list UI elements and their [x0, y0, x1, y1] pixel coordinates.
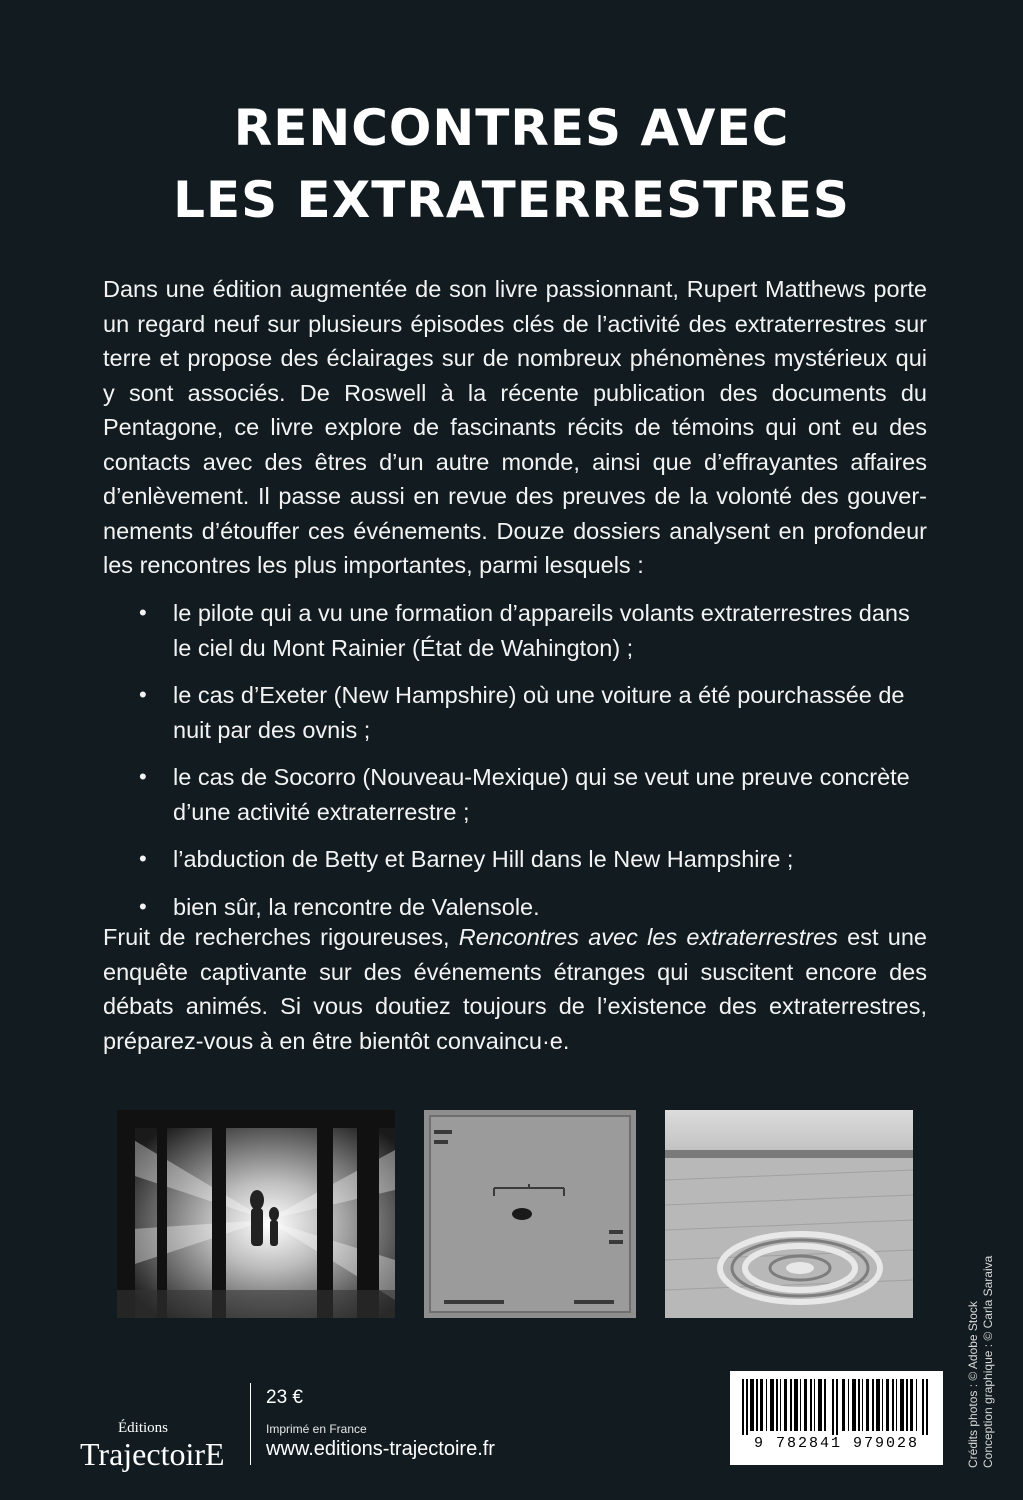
closing-paragraph	[103, 920, 927, 1058]
bullet-icon: •	[139, 682, 147, 707]
publisher-logo	[80, 1420, 230, 1480]
photo-credit-line: Crédits photos : © Adobe Stock	[966, 1301, 980, 1468]
list-item	[103, 596, 927, 665]
title-line-2: LES EXTRATERRESTRES	[173, 171, 850, 229]
bullet-icon: •	[139, 846, 147, 871]
publisher-editions: Éditions	[118, 1420, 169, 1436]
publisher-name: TrajectoirE	[80, 1436, 225, 1472]
list-item-text: le cas d’Exeter (New Hampshire) où une voiture a été pourchassée de nuit par des ovnis ;	[173, 682, 905, 743]
list-item-text: l’abduction de Betty et Barney Hill dans le New Hampshire ;	[173, 846, 794, 872]
bullet-list	[103, 596, 927, 937]
list-item-text: le cas de Socorro (Nouveau-Mexique) qui se veut une preuve concrète d’une activité extraterrestre ;	[173, 764, 910, 825]
barcode	[730, 1371, 943, 1465]
bullet-icon: •	[139, 764, 147, 789]
price: 23 €	[266, 1387, 303, 1408]
list-item-text: bien sûr, la rencontre de Valensole.	[173, 893, 540, 920]
title-line-1: RENCONTRES AVEC	[233, 99, 790, 157]
bullet-icon: •	[139, 893, 147, 919]
book-title-italic: Rencontres avec les extraterrestres	[458, 924, 838, 950]
list-item-text: le pilote qui a vu une formation d’appareils volants extraterrestres dans le ciel du Mont Rainier (État de Wahington) ;	[173, 600, 910, 661]
design-credit-line: Conception graphique : © Carla Saraiva	[981, 1255, 995, 1468]
list-item	[103, 890, 927, 925]
closing-text-start: Fruit de recherches rigoureuses,	[103, 924, 459, 950]
photo-credits	[966, 1168, 996, 1468]
barcode-bars	[742, 1379, 932, 1435]
printed-in: Imprimé en France	[266, 1422, 367, 1436]
list-item	[103, 678, 927, 747]
back-cover-title	[0, 92, 1023, 236]
isbn-number: 9 782841 979028	[753, 1435, 920, 1452]
forest-aliens-photo	[117, 1110, 395, 1318]
closing-text-end: est une enquête captivante sur des événements étranges qui suscitent encore des débats animés. Si vous doutiez toujours de l’existence des extraterrestres, préparez-vous à en être bientôt convaincu·e.	[103, 924, 927, 1054]
list-item	[103, 842, 927, 877]
ufo-infrared-photo	[424, 1110, 636, 1318]
list-item	[103, 760, 927, 829]
footer-divider	[250, 1383, 251, 1465]
bullet-icon: •	[139, 600, 147, 625]
publisher-website: www.editions-trajectoire.fr	[266, 1438, 495, 1460]
crop-circle-photo	[665, 1110, 913, 1318]
intro-paragraph: Dans une édition augmentée de son livre passionnant, Rupert Matthews porte un regard neuf sur plusieurs épisodes clés de l’activité des extraterrestres sur terre et propose des éclairages sur de nombreux phénomènes mystérieux qui y sont associés. De Roswell à la récente publication des documents du Pentagone, ce livre explore de fascinants récits de témoins qui ont eu des contacts avec des êtres d’un autre monde, ainsi que d’effrayantes affaires d’enlèvement. Il passe aussi en revue des preuves de la volonté des gouvernements d’étouffer ces événements. Douze dossiers analysent en profondeur les rencontres les plus importantes, parmi lesquels :	[103, 276, 927, 578]
